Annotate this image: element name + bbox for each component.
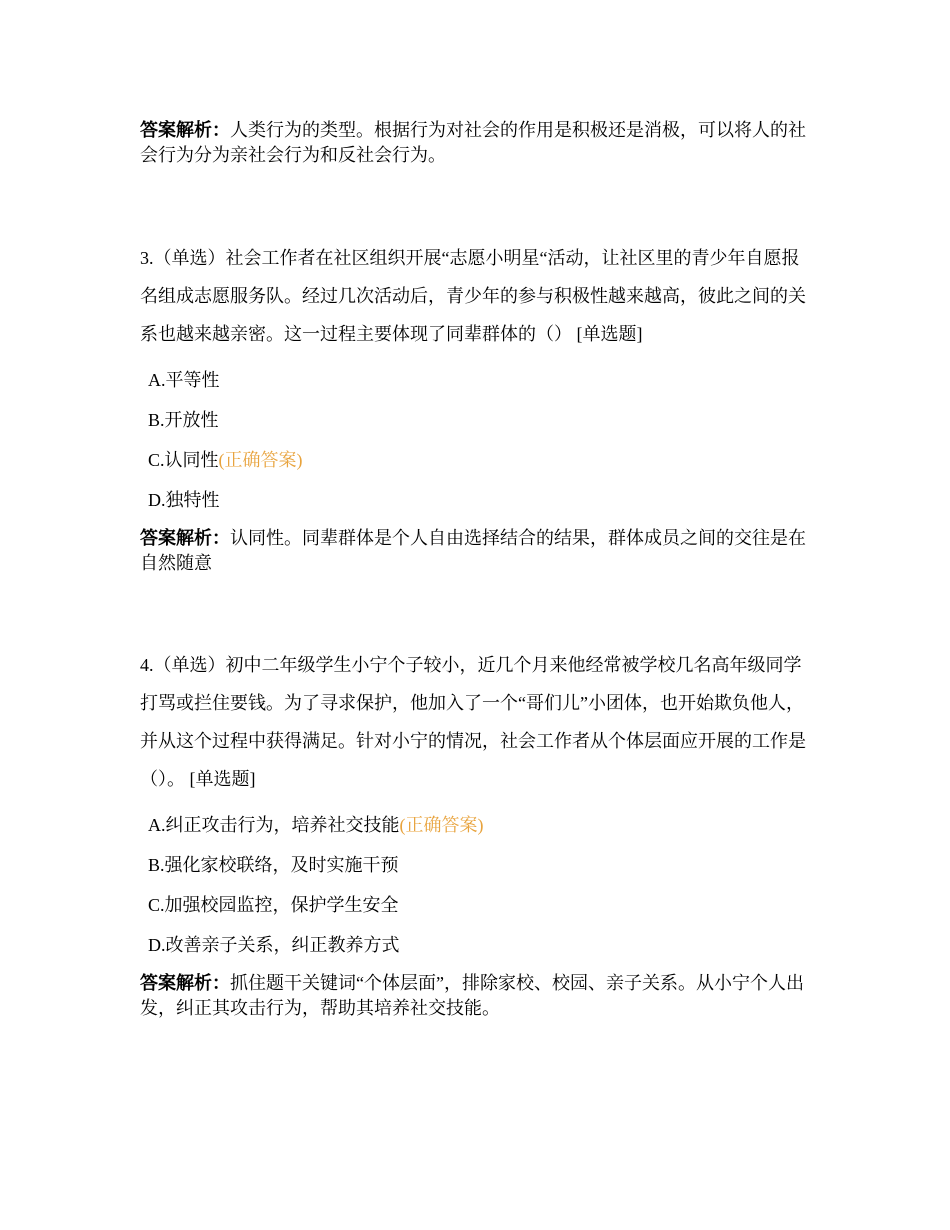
analysis-label: 答案解析： <box>140 120 230 140</box>
option-a <box>148 360 808 400</box>
answer-analysis-4 <box>140 971 815 1021</box>
option-text: C.认同性 <box>148 450 219 470</box>
option-text: A.平等性 <box>148 370 220 390</box>
option-c <box>148 440 808 480</box>
question-3-options <box>148 360 808 520</box>
question-3-stem: 3.（单选）社会工作者在社区组织开展“志愿小明星“活动，让社区里的青少年自愿报名组成志愿服务队。经过几次活动后，青少年的参与积极性越来越高，彼此之间的关系也越来越亲密。这一过程主要体现了同辈群体的（） [单选题] <box>140 248 806 344</box>
answer-analysis-2 <box>140 118 815 168</box>
option-c <box>148 885 808 925</box>
option-text: A.纠正攻击行为，培养社交技能 <box>148 815 400 835</box>
question-4-stem: 4.（单选）初中二年级学生小宁个子较小，近几个月来他经常被学校几名高年级同学打骂或拦住要钱。为了寻求保护，他加入了一个“哥们儿”小团体，也开始欺负他人，并从这个过程中获得满足。针对小宁的情况，社会工作者从个体层面应开展的工作是（）。 [单选题] <box>140 655 806 789</box>
question-4-options <box>148 805 808 965</box>
option-text: D.改善亲子关系，纠正教养方式 <box>148 935 400 955</box>
answer-analysis-3 <box>140 526 815 576</box>
option-b <box>148 400 808 440</box>
analysis-text: 人类行为的类型。根据行为对社会的作用是积极还是消极，可以将人的社会行为分为亲社会行为和反社会行为。 <box>140 120 806 165</box>
analysis-text: 抓住题干关键词“个体层面”，排除家校、校园、亲子关系。从小宁个人出发，纠正其攻击行为，帮助其培养社交技能。 <box>140 973 804 1018</box>
option-d <box>148 925 808 965</box>
option-a <box>148 805 808 845</box>
analysis-text: 认同性。同辈群体是个人自由选择结合的结果，群体成员之间的交往是在自然随意 <box>140 528 806 573</box>
analysis-label: 答案解析： <box>140 973 230 993</box>
correct-answer-mark: (正确答案) <box>218 450 303 470</box>
option-text: B.强化家校联络，及时实施干预 <box>148 855 399 875</box>
option-text: B.开放性 <box>148 410 219 430</box>
option-b <box>148 845 808 885</box>
option-text: D.独特性 <box>148 490 220 510</box>
option-d <box>148 480 808 520</box>
correct-answer-mark: (正确答案) <box>399 815 484 835</box>
analysis-label: 答案解析： <box>140 528 230 548</box>
option-text: C.加强校园监控，保护学生安全 <box>148 895 399 915</box>
